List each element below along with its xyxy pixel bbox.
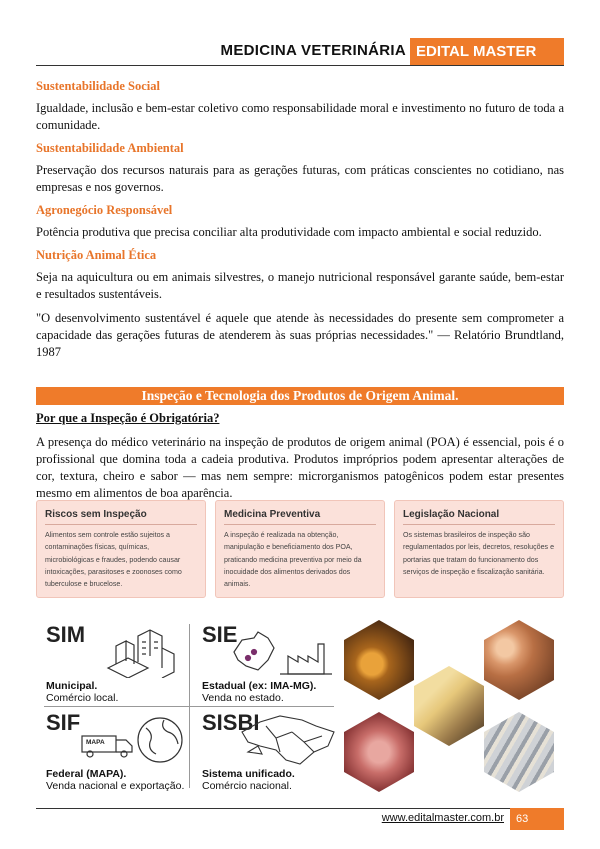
card-divider bbox=[45, 524, 197, 525]
system-desc: Venda nacional e exportação. bbox=[46, 780, 185, 792]
section-text-social: Igualdade, inclusão e bem-estar coletivo como responsabilidade moral e investimento no futuro de toda a comunidade. bbox=[36, 101, 564, 132]
card-body: A inspeção é realizada na obtenção, manipulação e beneficiamento dos POA, praticando medicina preventiva por meio da inocuidade dos alimentos derivados dos animais. bbox=[224, 531, 362, 589]
section-text-nutrition: Seja na aquicultura ou em animais silvestres, o manejo nutricional responsável garante saúde, bem-estar e resultados sustentáveis. bbox=[36, 270, 564, 301]
truck-label: MAPA bbox=[86, 739, 105, 746]
system-sim bbox=[36, 620, 186, 704]
state-map-factory-icon bbox=[228, 630, 338, 678]
question-heading: Por que a Inspeção é Obrigatória? bbox=[36, 411, 220, 425]
section-heading-social: Sustentabilidade Social bbox=[36, 79, 160, 93]
system-level: Federal (MAPA). bbox=[46, 768, 127, 780]
section-heading-environmental: Sustentabilidade Ambiental bbox=[36, 141, 184, 155]
card-body: Alimentos sem controle estão sujeitos a contaminações físicas, químicas, microbiológicas e fraudes, podendo causar intoxicações, parasitoses e zoonoses como tuberculose e brucelose. bbox=[45, 531, 182, 589]
system-sie bbox=[192, 620, 342, 704]
card-divider bbox=[224, 524, 376, 525]
card-title: Medicina Preventiva bbox=[224, 509, 321, 520]
section-band-title: Inspeção e Tecnologia dos Produtos de Origem Animal. bbox=[36, 387, 564, 405]
card-legislation bbox=[394, 500, 564, 598]
inspection-paragraph: A presença do médico veterinário na inspeção de produtos de origem animal (POA) é essencial, pois é o profissional que domina toda a cadeia produtiva. Produtos impróprios podem apresentar alterações de cor, textura, cheiro e sabor — mas nem sempre: microrganismos patogênicos podem estar presentes mesmo em alimentos de boa aparência. bbox=[36, 435, 564, 500]
card-title: Riscos sem Inspeção bbox=[45, 509, 147, 520]
system-level: Municipal. bbox=[46, 680, 98, 692]
system-desc: Comércio local. bbox=[46, 692, 119, 704]
food-photo-collage bbox=[342, 620, 558, 792]
section-heading-agribusiness: Agronegócio Responsável bbox=[36, 203, 173, 217]
system-code: SIF bbox=[46, 710, 81, 735]
card-risks bbox=[36, 500, 206, 598]
card-body: Os sistemas brasileiros de inspeção são regulamentados por leis, decretos, resoluções e portarias que tratam do funcionamento dos serviços de inspeção e fiscalização sanitária. bbox=[403, 531, 555, 576]
meat-photo bbox=[344, 712, 414, 792]
system-code: SIM bbox=[46, 622, 86, 647]
inspection-systems-grid bbox=[36, 620, 341, 790]
system-code: SIE bbox=[202, 622, 238, 647]
footer-rule bbox=[36, 808, 564, 809]
system-code: SISBI bbox=[202, 710, 260, 735]
section-text-agribusiness: Potência produtiva que precisa conciliar alta produtividade com impacto ambiental e social reduzido. bbox=[36, 225, 542, 239]
system-level: Estadual (ex: IMA-MG). bbox=[202, 680, 317, 692]
section-heading-nutrition: Nutrição Animal Ética bbox=[36, 248, 157, 262]
main-content bbox=[36, 74, 564, 509]
brazil-map-icon bbox=[236, 712, 340, 768]
info-cards bbox=[36, 500, 564, 598]
card-title: Legislação Nacional bbox=[403, 509, 500, 520]
honey-photo bbox=[344, 620, 414, 700]
header-rule bbox=[36, 65, 564, 66]
system-desc: Comércio nacional. bbox=[202, 780, 292, 792]
card-divider bbox=[403, 524, 555, 525]
footer-url[interactable]: www.editalmaster.com.br bbox=[381, 812, 504, 824]
city-buildings-icon bbox=[98, 628, 182, 678]
system-desc: Venda no estado. bbox=[202, 692, 284, 704]
system-sisbi bbox=[192, 708, 342, 792]
cheese-photo bbox=[414, 666, 484, 746]
brundtland-quote: "O desenvolvimento sustentável é aquele que atende às necessidades do presente sem comprometer a capacidade das gerações futuras de atenderem às suas próprias necessidades." — Relatório Brundtland, 1987 bbox=[36, 311, 564, 359]
card-preventive bbox=[215, 500, 385, 598]
system-level: Sistema unificado. bbox=[202, 768, 295, 780]
grid-horizontal-divider bbox=[44, 706, 334, 707]
eggs-photo bbox=[484, 620, 554, 700]
page-header bbox=[36, 38, 564, 66]
page-number: 63 bbox=[510, 808, 564, 830]
header-subject: MEDICINA VETERINÁRIA bbox=[220, 42, 406, 59]
section-text-environmental: Preservação dos recursos naturais para as gerações futuras, com práticas conscientes no cotidiano, nas empresas e nos governos. bbox=[36, 163, 564, 194]
system-sif bbox=[36, 708, 186, 792]
header-brand: EDITAL MASTER bbox=[410, 38, 564, 65]
fish-photo bbox=[484, 712, 554, 792]
